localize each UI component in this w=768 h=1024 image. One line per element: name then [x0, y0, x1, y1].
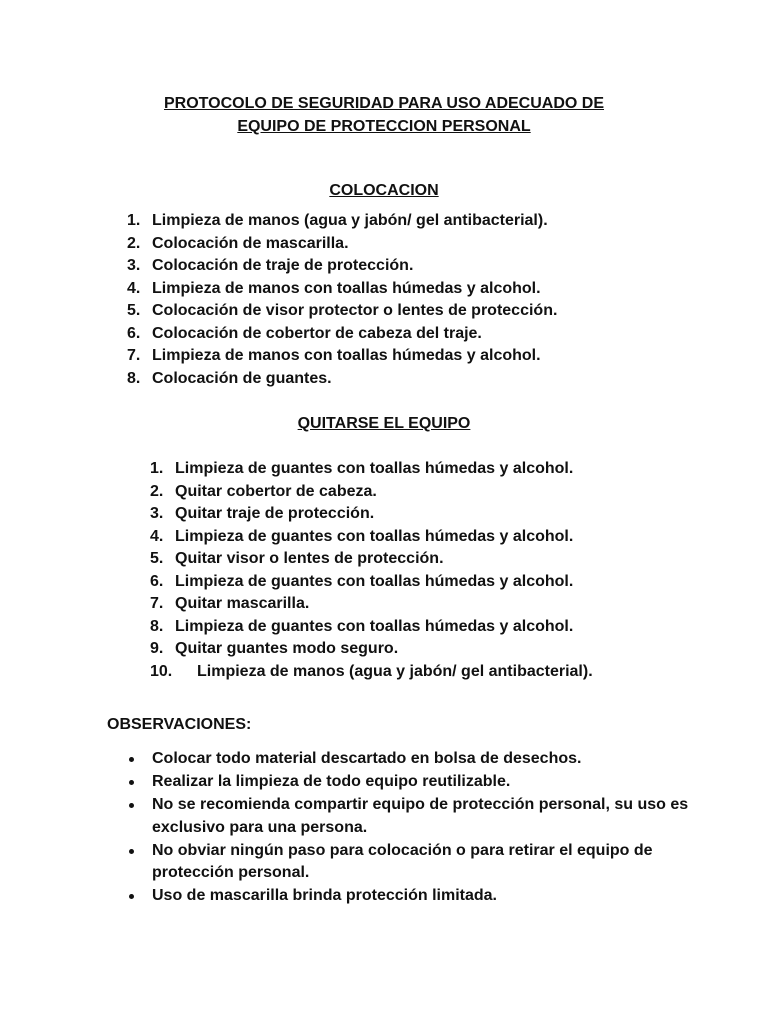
observation-text: Realizar la limpieza de todo equipo reutilizable.	[152, 773, 511, 790]
colocacion-steps-list	[127, 210, 558, 390]
observation-text: No se recomienda compartir equipo de protección personal, su uso es exclusivo para una persona.	[152, 796, 689, 836]
list-item	[150, 526, 593, 549]
step-text: Limpieza de manos con toallas húmedas y alcohol.	[152, 279, 541, 297]
step-number: 4.	[127, 279, 141, 297]
list-item	[127, 210, 557, 233]
step-text: Limpieza de guantes con toallas húmedas y alcohol.	[175, 617, 574, 635]
step-number: 1.	[127, 212, 141, 229]
list-item	[127, 255, 557, 278]
step-number: 2.	[127, 234, 141, 252]
section-heading-observaciones: OBSERVACIONES:	[107, 716, 252, 733]
list-item	[150, 548, 593, 571]
bullet-icon	[129, 803, 134, 808]
bullet-icon	[129, 849, 134, 854]
list-item	[152, 748, 712, 771]
step-number: 6.	[150, 572, 164, 590]
list-item	[150, 638, 593, 661]
step-text: Colocación de traje de protección.	[152, 257, 414, 274]
observaciones-list	[152, 748, 712, 908]
list-item	[127, 345, 557, 368]
step-text: Colocación de mascarilla.	[152, 234, 349, 252]
step-number: 5.	[127, 302, 141, 319]
list-item	[127, 323, 557, 346]
list-item	[152, 771, 712, 794]
list-item	[127, 300, 558, 323]
step-text: Limpieza de manos (agua y jabón/ gel antibacterial).	[197, 662, 593, 680]
step-number: 9.	[150, 640, 164, 657]
step-number: 2.	[150, 482, 164, 500]
step-number: 5.	[150, 550, 164, 567]
list-item	[150, 661, 593, 684]
quitarse-steps-list	[150, 458, 593, 683]
step-number: 6.	[127, 324, 141, 342]
step-number: 8.	[127, 369, 141, 387]
list-item	[150, 458, 593, 481]
step-number: 4.	[150, 527, 164, 545]
list-item	[150, 481, 593, 504]
list-item	[127, 278, 557, 301]
step-text: Limpieza de manos (agua y jabón/ gel antibacterial).	[152, 212, 548, 229]
observation-text: Colocar todo material descartado en bolsa de desechos.	[152, 750, 582, 767]
list-item	[150, 503, 593, 526]
step-text: Limpieza de guantes con toallas húmedas y alcohol.	[175, 460, 574, 477]
document-title-line-2: EQUIPO DE PROTECCION PERSONAL	[237, 118, 531, 135]
step-text: Limpieza de guantes con toallas húmedas y alcohol.	[175, 572, 574, 590]
step-text: Colocación de visor protector o lentes de protección.	[152, 302, 558, 319]
step-number: 7.	[127, 347, 141, 364]
section-heading-quitarse: QUITARSE EL EQUIPO	[297, 415, 471, 432]
section-heading-colocacion: COLOCACION	[329, 182, 439, 199]
bullet-icon	[129, 894, 134, 899]
step-number: 3.	[127, 257, 141, 274]
list-item	[150, 616, 593, 639]
bullet-icon	[129, 780, 134, 785]
step-text: Limpieza de manos con toallas húmedas y alcohol.	[152, 347, 541, 364]
step-text: Colocación de guantes.	[152, 369, 332, 387]
bullet-icon	[129, 757, 134, 762]
list-item	[152, 840, 712, 885]
list-item	[127, 368, 557, 391]
list-item	[150, 593, 593, 616]
observation-text: No obviar ningún paso para colocación o para retirar el equipo de protección personal.	[152, 841, 653, 881]
step-text: Quitar visor o lentes de protección.	[175, 550, 444, 567]
document-title	[0, 92, 768, 138]
list-item	[150, 571, 593, 594]
document-title-line-1: PROTOCOLO DE SEGURIDAD PARA USO ADECUADO DE	[163, 95, 605, 112]
list-item	[127, 233, 557, 256]
step-number: 7.	[150, 595, 164, 612]
list-item	[152, 885, 712, 908]
observation-text: Uso de mascarilla brinda protección limitada.	[152, 887, 497, 904]
step-number: 10.	[150, 662, 173, 680]
step-number: 1.	[150, 460, 164, 477]
step-number: 3.	[150, 505, 164, 522]
step-text: Colocación de cobertor de cabeza del traje.	[152, 324, 482, 342]
step-text: Quitar traje de protección.	[175, 505, 375, 522]
step-text: Quitar guantes modo seguro.	[175, 640, 399, 657]
step-text: Limpieza de guantes con toallas húmedas y alcohol.	[175, 527, 574, 545]
step-text: Quitar mascarilla.	[175, 595, 310, 612]
step-number: 8.	[150, 617, 164, 635]
step-text: Quitar cobertor de cabeza.	[175, 482, 377, 500]
list-item	[152, 794, 712, 839]
